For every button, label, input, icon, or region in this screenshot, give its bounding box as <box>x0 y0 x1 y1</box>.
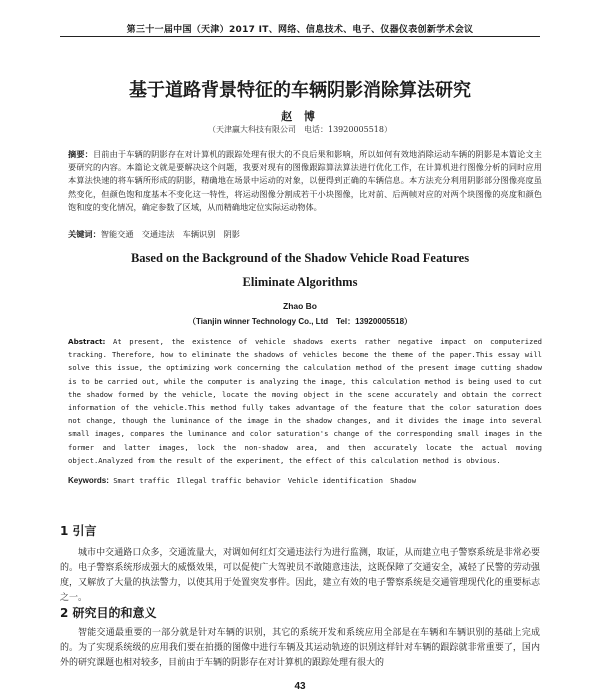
section-heading-introduction: 1 引言 <box>60 524 97 538</box>
chinese-abstract <box>68 148 542 226</box>
english-keywords-text: Smart traffic Illegal traffic behavior Vehicle identification Shadow <box>113 476 417 485</box>
chinese-affiliation: （天津赢大科技有限公司 电话：13920005518） <box>208 125 392 134</box>
english-abstract-text: At present, the existence of vehicle shadows exerts rather negative impact on computerized tracking. Therefore, how to eliminate the shadows of vehicles become the theme of the paper.This essay will solve this issue, the optimizing work concerning the calculation method of the present image cutting shadow is to be carried out, while the computer is analyzing the image, this calculation method is being used to cut the shadow formed by the vehicle, locate the moving object in the scene accurately and obtain the correct information of the vehicle.This method fully takes advantage of the feature that the color saturation does not change, though the luminance of the image in the shadow changes, and it divides the image into several small images, compares the luminance and color saturation's change of the corresponding small images in the former and latter images, lock the non-shadow area, and then accurately locate the actual moving object.Analyzed from the result of the experiment, the effect of this calculation method is obvious. <box>68 337 542 465</box>
english-title-line1: Based on the Background of the Shadow Vehicle Road Features <box>130 251 470 265</box>
header-rule <box>60 36 540 37</box>
english-affiliation: （Tianjin winner Technology Co., Ltd Tel：13920005518） <box>187 317 413 326</box>
english-keywords-label: Keywords: <box>68 476 109 485</box>
section-heading-purpose: 2 研究目的和意义 <box>60 606 157 620</box>
running-head: 第三十一届中国（天津）2017 IT、网络、信息技术、电子、仪器仪表创新学术会议 <box>126 25 474 35</box>
section-paragraph-purpose: 智能交通最重要的一部分就是针对车辆的识别，其它的系统开发和系统应用全部是在车辆和车辆识别的基础上完成的。为了实现系统级的应用我们要在拍摄的图像中进行车辆及其运动轨迹的识别这样针对车辆的跟踪就非常重要了，国内外的研究课题也相对较多，目前由于车辆的阴影存在对计算机的跟踪处理有很大的 <box>60 628 540 668</box>
chinese-keywords <box>68 229 240 240</box>
english-keywords <box>68 476 542 486</box>
page-number: 43 <box>294 681 306 692</box>
english-title-line2: Eliminate Algorithms <box>242 275 358 289</box>
chinese-author: 赵 博 <box>281 110 319 123</box>
chinese-keywords-text: 智能交通 交通违法 车辆识别 阴影 <box>100 229 240 239</box>
english-abstract <box>68 335 542 467</box>
english-abstract-label: Abstract: <box>68 337 106 346</box>
chinese-abstract-label: 摘要： <box>68 149 93 159</box>
chinese-abstract-text: 目前由于车辆的阴影存在对计算机的跟踪处理有很大的不良后果和影响，所以如何有效地消除运动车辆的阴影是本篇论文主要研究的内容。本篇论文就是要解决这个问题，我要对现有的图像跟踪算法算法进行优化工作，在计算机进行图像分析的同时应用本算法快速的将车辆所形成的阴影，精确地在场景中运动的对象，以便得到正确的车辆信息。本方法充分利用阴影部分图像亮度虽然变化，但颜色饱和度基本不变化这一特性，将运动图像分割成若干小块图像，比对前、后两帧对应的对两个块图像的亮度和颜色饱和度的变化情况，确定参数了区域，从而精确地定位实际运动物体。 <box>68 149 542 212</box>
section-paragraph-introduction: 城市中交通路口众多，交通流量大，对调如何红灯交通违法行为进行监测，取证，从而建立电子警察系统是非常必要的。电子警察系统形成强大的威慑效果，可以促使广大驾驶员不敢随意违法，这既保障了交通安全，减轻了民警的劳动强度，又解放了大量的执法警力，以使其用于处置突发事件。因此，建立有效的电子警察系统是交通管理现代化的重要标志之一。 <box>60 548 540 603</box>
chinese-keywords-label: 关键词： <box>68 229 101 239</box>
english-author: Zhao Bo <box>283 301 317 311</box>
chinese-title: 基于道路背景特征的车辆阴影消除算法研究 <box>129 80 471 101</box>
